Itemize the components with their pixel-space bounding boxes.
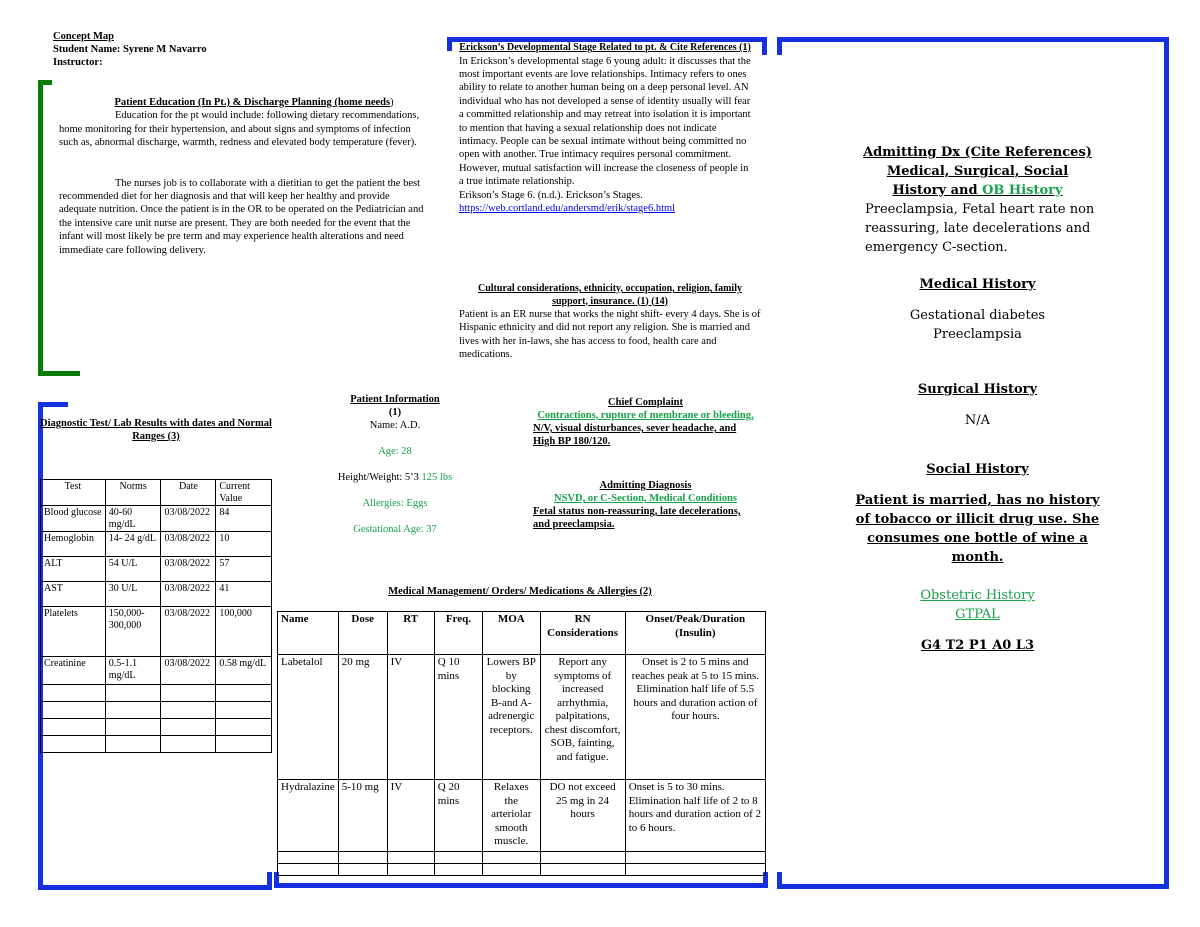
- patient-info-ref: (1): [388, 407, 402, 418]
- instructor: Instructor:: [53, 57, 103, 68]
- medical-management-heading: Medical Management/ Orders/ Medications & Allergies (2): [388, 586, 652, 597]
- gtpal-values: G4 T2 P1 A0 L3: [920, 638, 1035, 653]
- lab-cell: Blood glucose: [41, 506, 106, 532]
- med-cell: Onset is 2 to 5 mins and reaches peak at 5 to 15 mins. Elimination half life of 5.5 hours and duration action of four hours.: [625, 655, 765, 780]
- cultural-section: [459, 283, 761, 362]
- table-row: [41, 557, 272, 582]
- med-cell: IV: [387, 655, 434, 780]
- med-col-name: Name: [278, 612, 339, 655]
- patient-education-p2: The nurses job is to collaborate with a dietitian to get the patient the best recommended diet for her diagnosis and that will keep her healthy and provide adequate nutrition. Once the patient is in the OR to be operated on the Pediatrician and the intensive care unit nurse are present. They are both needed for the event that the infant will most likely be pre term and may experience health alterations and need immediate care following delivery.: [59, 177, 424, 256]
- chief-complaint-body: N/V, visual disturbances, sever headache, and High BP 180/120.: [533, 423, 737, 447]
- med-col-rt: RT: [387, 612, 434, 655]
- admitting-diagnosis-section: [533, 479, 758, 531]
- document-header: [53, 30, 313, 69]
- med-cell: DO not exceed 25 mg in 24 hours: [540, 780, 625, 852]
- lab-cell: Platelets: [41, 607, 106, 657]
- med-col-rn: RN Considerations: [540, 612, 625, 655]
- med-cell: Q 20 mins: [434, 780, 482, 852]
- blue-frame-right-bottom: [777, 884, 1169, 889]
- lab-cell: 40-60 mg/dL: [105, 506, 161, 532]
- erikson-heading: Erickson’s Developmental Stage Related to pt. & Cite References (1): [459, 42, 751, 53]
- lab-col-norms: Norms: [105, 480, 161, 506]
- medical-history-item: Preeclampsia: [933, 327, 1022, 342]
- lab-cell: AST: [41, 582, 106, 607]
- med-cell: Q 10 mins: [434, 655, 482, 780]
- blue-frame-right-bottom-left: [777, 872, 782, 889]
- patient-gestational-age: Gestational Age: 37: [353, 524, 437, 535]
- lab-col-current: Current Value: [216, 480, 272, 506]
- blue-bracket-diag-bottom: [38, 885, 272, 890]
- lab-col-test: Test: [41, 480, 106, 506]
- medications-table: [277, 611, 766, 876]
- lab-cell: 03/08/2022: [161, 607, 216, 657]
- admitting-diagnosis-green: NSVD, or C-Section, Medical Conditions: [554, 493, 737, 504]
- med-cell: Relaxes the arteriolar smooth muscle.: [483, 780, 541, 852]
- patient-education-section: [59, 96, 429, 257]
- table-row-empty: [278, 852, 766, 864]
- blue-frame-right-top-left: [777, 37, 782, 55]
- right-panel: [855, 143, 1100, 655]
- lab-cell: 03/08/2022: [161, 657, 216, 685]
- lab-cell: 54 U/L: [105, 557, 161, 582]
- admitting-diagnosis-heading: Admitting Diagnosis: [599, 480, 692, 491]
- diagnostic-heading: Diagnostic Test/ Lab Results with dates and Normal Ranges (3): [40, 418, 272, 442]
- lab-cell: 41: [216, 582, 272, 607]
- patient-age: Age: 28: [378, 446, 412, 457]
- erikson-citation: Erikson’s Stage 6. (n.d.). Erickson’s Stages.: [459, 189, 643, 201]
- table-row: [41, 657, 272, 685]
- green-bracket-vertical: [38, 80, 43, 376]
- med-cell: Report any symptoms of increased arrhythmia, palpitations, chest discomfort, SOB, fainting, and fatigue.: [540, 655, 625, 780]
- lab-cell: 100,000: [216, 607, 272, 657]
- patient-education-p1: Education for the pt would include: following dietary recommendations, home monitoring for their hypertension, and about signs and symptoms of infection such as, abnormal discharge, warmth, redness and elevated body temperature (fever).: [59, 110, 420, 149]
- chief-complaint-green: Contractions, rupture of membrane or bleeding,: [537, 410, 754, 421]
- patient-info-heading: Patient Information: [350, 394, 440, 405]
- surgical-history-heading: Surgical History: [917, 382, 1038, 397]
- cultural-heading: Cultural considerations, ethnicity, occupation, religion, family support, insurance. (1) (14): [478, 283, 742, 307]
- chief-complaint-heading: Chief Complaint: [608, 397, 683, 408]
- green-bracket-top: [38, 80, 52, 85]
- page-title: Concept Map: [53, 31, 114, 42]
- medical-history-item: Gestational diabetes: [909, 308, 1046, 323]
- patient-name: Name: A.D.: [369, 420, 421, 431]
- admit-dx-heading-2: Medical, Surgical, Social: [886, 164, 1069, 179]
- patient-height-weight: Height/Weight: 5’3 125 lbs: [337, 472, 453, 483]
- med-cell: Hydralazine: [278, 780, 339, 852]
- lab-cell: 03/08/2022: [161, 582, 216, 607]
- green-bracket-bottom: [38, 371, 80, 376]
- social-history-heading: Social History: [926, 462, 1029, 477]
- lab-cell: 150,000-300,000: [105, 607, 161, 657]
- blue-bracket-top-mid-left: [447, 37, 452, 51]
- admit-dx-heading-1: Admitting Dx (Cite References): [863, 145, 1092, 160]
- lab-col-date: Date: [161, 480, 216, 506]
- admit-dx-body: Preeclampsia, Fetal heart rate non reassuring, late decelerations and emergency C-section.: [865, 202, 1095, 255]
- erikson-section: [459, 42, 751, 215]
- lab-cell: 03/08/2022: [161, 532, 216, 557]
- table-row-empty: [41, 719, 272, 736]
- blue-bracket-med-bottom: [274, 883, 768, 888]
- patient-allergies: Allergies: Eggs: [362, 498, 428, 509]
- medical-history-heading: Medical History: [919, 277, 1036, 292]
- table-row-empty: [41, 702, 272, 719]
- surgical-history-body: N/A: [964, 413, 991, 428]
- med-cell: Labetalol: [278, 655, 339, 780]
- lab-cell: 03/08/2022: [161, 557, 216, 582]
- med-cell: Lowers BP by blocking B-and A-adrenergic receptors.: [483, 655, 541, 780]
- lab-cell: 14- 24 g/dL: [105, 532, 161, 557]
- gtpal-label: GTPAL: [955, 607, 1000, 622]
- cultural-body: Patient is an ER nurse that works the night shift- every 4 days. She is of Hispanic ethnicity and did not report any religion. She is married and lives with her in-laws, she has access to food, health care and medications.: [459, 309, 761, 361]
- student-name: Student Name: Syrene M Navarro: [53, 44, 207, 55]
- lab-cell: 30 U/L: [105, 582, 161, 607]
- med-cell: 5-10 mg: [338, 780, 387, 852]
- table-row-empty: [41, 736, 272, 753]
- patient-info-section: [310, 393, 480, 536]
- lab-cell: 84: [216, 506, 272, 532]
- lab-cell: Creatinine: [41, 657, 106, 685]
- lab-cell: ALT: [41, 557, 106, 582]
- social-history-body: Patient is married, has no history of tobacco or illicit drug use. She consumes one bottle of wine a month.: [855, 493, 1100, 565]
- blue-bracket-diag-right: [267, 872, 272, 890]
- table-row: [41, 607, 272, 657]
- admit-dx-heading-3: History and OB History: [892, 183, 1063, 198]
- lab-cell: Hemoglobin: [41, 532, 106, 557]
- lab-cell: 0.58 mg/dL: [216, 657, 272, 685]
- lab-table-header: [41, 480, 272, 506]
- lab-results-table: [40, 479, 272, 753]
- med-col-dose: Dose: [338, 612, 387, 655]
- table-row: [278, 780, 766, 852]
- blue-bracket-top-mid-right: [762, 37, 767, 55]
- med-col-onset: Onset/Peak/Duration (Insulin): [625, 612, 765, 655]
- table-row: [278, 655, 766, 780]
- med-cell: Onset is 5 to 30 mins. Elimination half life of 2 to 8 hours and duration action of 2 to 6 hours.: [625, 780, 765, 852]
- table-row: [41, 532, 272, 557]
- med-cell: IV: [387, 780, 434, 852]
- lab-cell: 03/08/2022: [161, 506, 216, 532]
- obstetric-history-heading: Obstetric History: [920, 588, 1035, 603]
- med-cell: 20 mg: [338, 655, 387, 780]
- table-row: [41, 582, 272, 607]
- erikson-reference-link[interactable]: https://web.cortland.edu/andersmd/erik/stage6.html: [459, 202, 676, 214]
- lab-cell: 57: [216, 557, 272, 582]
- patient-education-heading: Patient Education (In Pt.) & Discharge Planning (home needs): [114, 97, 394, 108]
- med-col-moa: MOA: [483, 612, 541, 655]
- table-row: [41, 506, 272, 532]
- admitting-diagnosis-body: Fetal status non-reassuring, late decelerations, and preeclampsia.: [533, 506, 741, 530]
- diagnostic-section: [40, 417, 272, 443]
- med-col-freq: Freq.: [434, 612, 482, 655]
- blue-frame-right-vertical: [1164, 37, 1169, 889]
- blue-frame-right-top: [777, 37, 1169, 42]
- table-row-empty: [278, 864, 766, 876]
- lab-cell: 10: [216, 532, 272, 557]
- med-table-header: [278, 612, 766, 655]
- chief-complaint-section: [533, 396, 758, 448]
- erikson-body: In Erickson’s developmental stage 6 young adult: it discusses that the most important events are love relationships. Intimacy refers to ones ability to relate to another human being on a deep personal level. AN individual who has not developed a sense of identity usually will fear a committed relationship and may retreat into isolation it is important to mention that having a sexual relationship does not indicate intimacy. People can be sexual intimate without being committed no open with another. True intimacy requires personal commitment. However, mutual satisfaction will increase the closeness of people in a true intimate relationship.: [459, 55, 751, 188]
- table-row-empty: [41, 685, 272, 702]
- lab-cell: 0.5-1.1 mg/dL: [105, 657, 161, 685]
